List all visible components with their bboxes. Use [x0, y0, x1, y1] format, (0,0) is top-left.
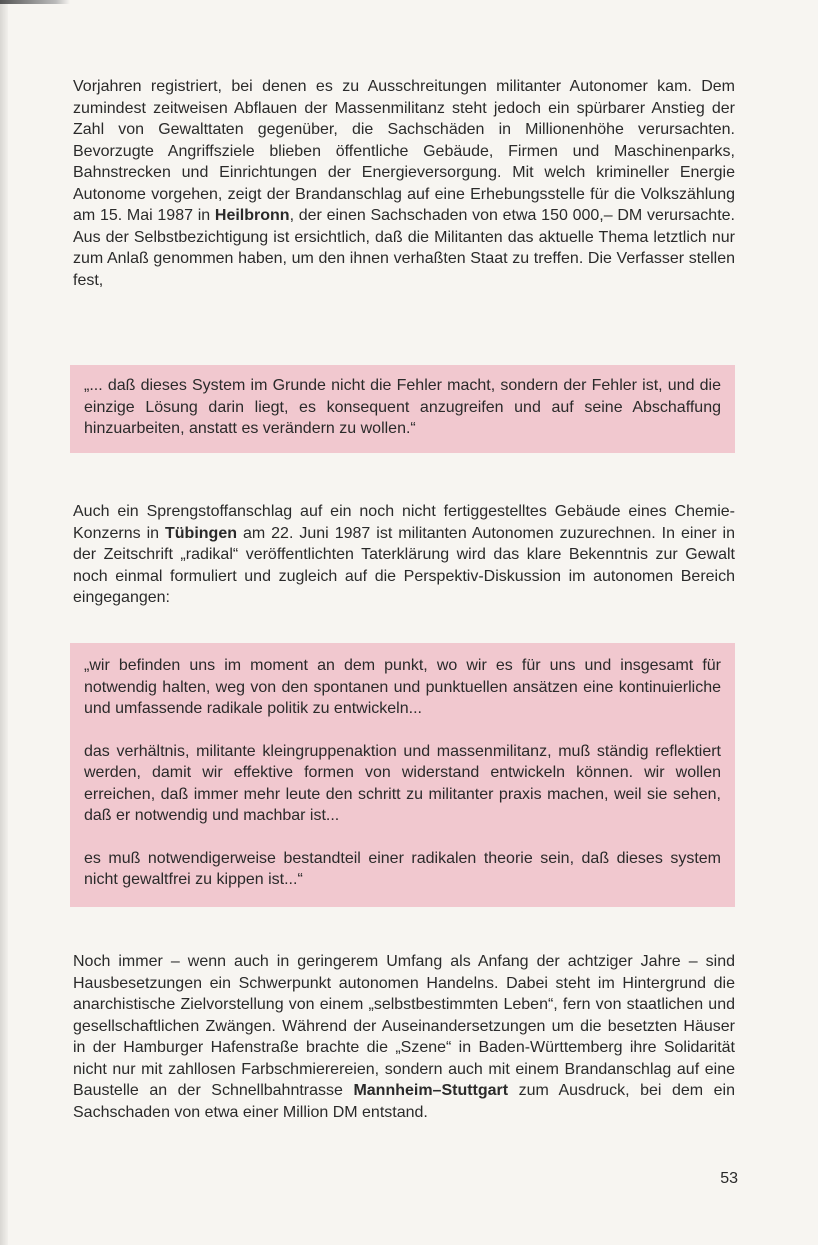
page-number: 53 [720, 1170, 738, 1187]
paragraph-1-text-a: Vorjahren registriert, bei denen es zu Ausschreitungen militanter Autonomer kam. Dem zumindest zeitweisen Abflauen der Massenmilitanz steht jedoch ein spürbarer Anstieg der Zahl von Gewalttaten gegenüber, die Sachschäden in Millionenhöhe verursachten. Bevorzugte Angriffsziele blieben öffentliche Gebäude, Firmen und Maschinenparks, Bahnstrecken und Einrichtungen der Energieversorgung. Mit welch krimineller Energie Autonome vorgehen, zeigt der Brandanschlag auf eine Erhebungsstelle für die Volkszählung am 15. Mai 1987 in [73, 78, 735, 224]
paragraph-3-text-a: Noch immer – wenn auch in geringerem Umfang als Anfang der achtziger Jahre – sind Hausbesetzungen ein Schwerpunkt autonomen Handelns. Dabei steht im Hintergrund die anarchistische Zielvorstellung von einem „selbstbestimmten Leben“, fern von staatlichen und gesellschaftlichen Zwängen. Während der Auseinandersetzungen um die besetzten Häuser in der Hamburger Hafenstraße brachte die „Szene“ in Baden-Württemberg ihre Solidarität nicht nur mit zahllosen Farbschmierereien, sondern auch mit einem Brandanschlag auf eine Baustelle an der Schnellbahntrasse [73, 953, 735, 1099]
paragraph-3 [73, 951, 735, 1123]
paragraph-2-text-a: Auch ein Sprengstoffanschlag auf ein noch nicht fertiggestelltes Gebäude eines Chemie-Konzerns in [73, 503, 735, 542]
paragraph-2 [73, 501, 735, 609]
quote-2-part-2: das verhältnis, militante kleingruppenaktion und massenmilitanz, muß ständig reflektiert werden, damit wir effektive formen von widerstand entwickeln können. wir wollen erreichen, daß immer mehr leute den schritt zu militanter praxis machen, weil sie sehen, daß er notwendig und machbar ist... [84, 742, 721, 824]
quote-2-part-1: „wir befinden uns im moment an dem punkt, wo wir es für uns und insgesamt für notwendig halten, weg von den spontanen und punktuellen ansätzen eine kontinuierliche und umfassende radikale politik zu entwickeln... [84, 657, 721, 717]
paragraph-1 [73, 76, 735, 291]
quote-2-part-3: es muß notwendigerweise bestandteil einer radikalen theorie sein, daß dieses system nicht gewaltfrei zu kippen ist...“ [84, 849, 721, 888]
paragraph-3-text-b: zum Ausdruck, bei dem ein Sachschaden von etwa einer Million DM entstand. [73, 1082, 735, 1121]
quote-box-2 [70, 643, 735, 907]
place-mannheim-stuttgart: Mannheim–Stuttgart [353, 1082, 509, 1099]
quote-box-1 [70, 365, 735, 453]
place-tuebingen: Tübingen [165, 524, 237, 542]
quote-1-text: „... daß dieses System im Grunde nicht die Fehler macht, sondern der Fehler ist, und die einzige Lösung darin liegt, es konsequent anzugreifen und auf seine Abschaffung hinzuarbeiten, anstatt es verändern zu wollen.“ [84, 377, 721, 437]
paragraph-1-text-b: , der einen Sachschaden von etwa 150 000,– DM verursachte. Aus der Selbstbezichtigung ist ersichtlich, daß die Militanten das aktuelle Thema letztlich nur zum Anlaß genommen haben, um den ihnen verhaßten Staat zu treffen. Die Verfasser stellen fest, [73, 207, 735, 289]
place-heilbronn: Heilbronn [214, 207, 290, 224]
page-corner-mark [0, 0, 70, 4]
page-edge-shadow [0, 0, 8, 1245]
paragraph-2-text-b: am 22. Juni 1987 ist militanten Autonomen zuzurechnen. In einer in der Zeitschrift „radikal“ veröffentlichten Taterklärung wird das klare Bekenntnis zur Gewalt noch einmal formuliert und zugleich auf die Perspektiv-Diskussion im autonomen Bereich eingegangen: [73, 524, 735, 606]
